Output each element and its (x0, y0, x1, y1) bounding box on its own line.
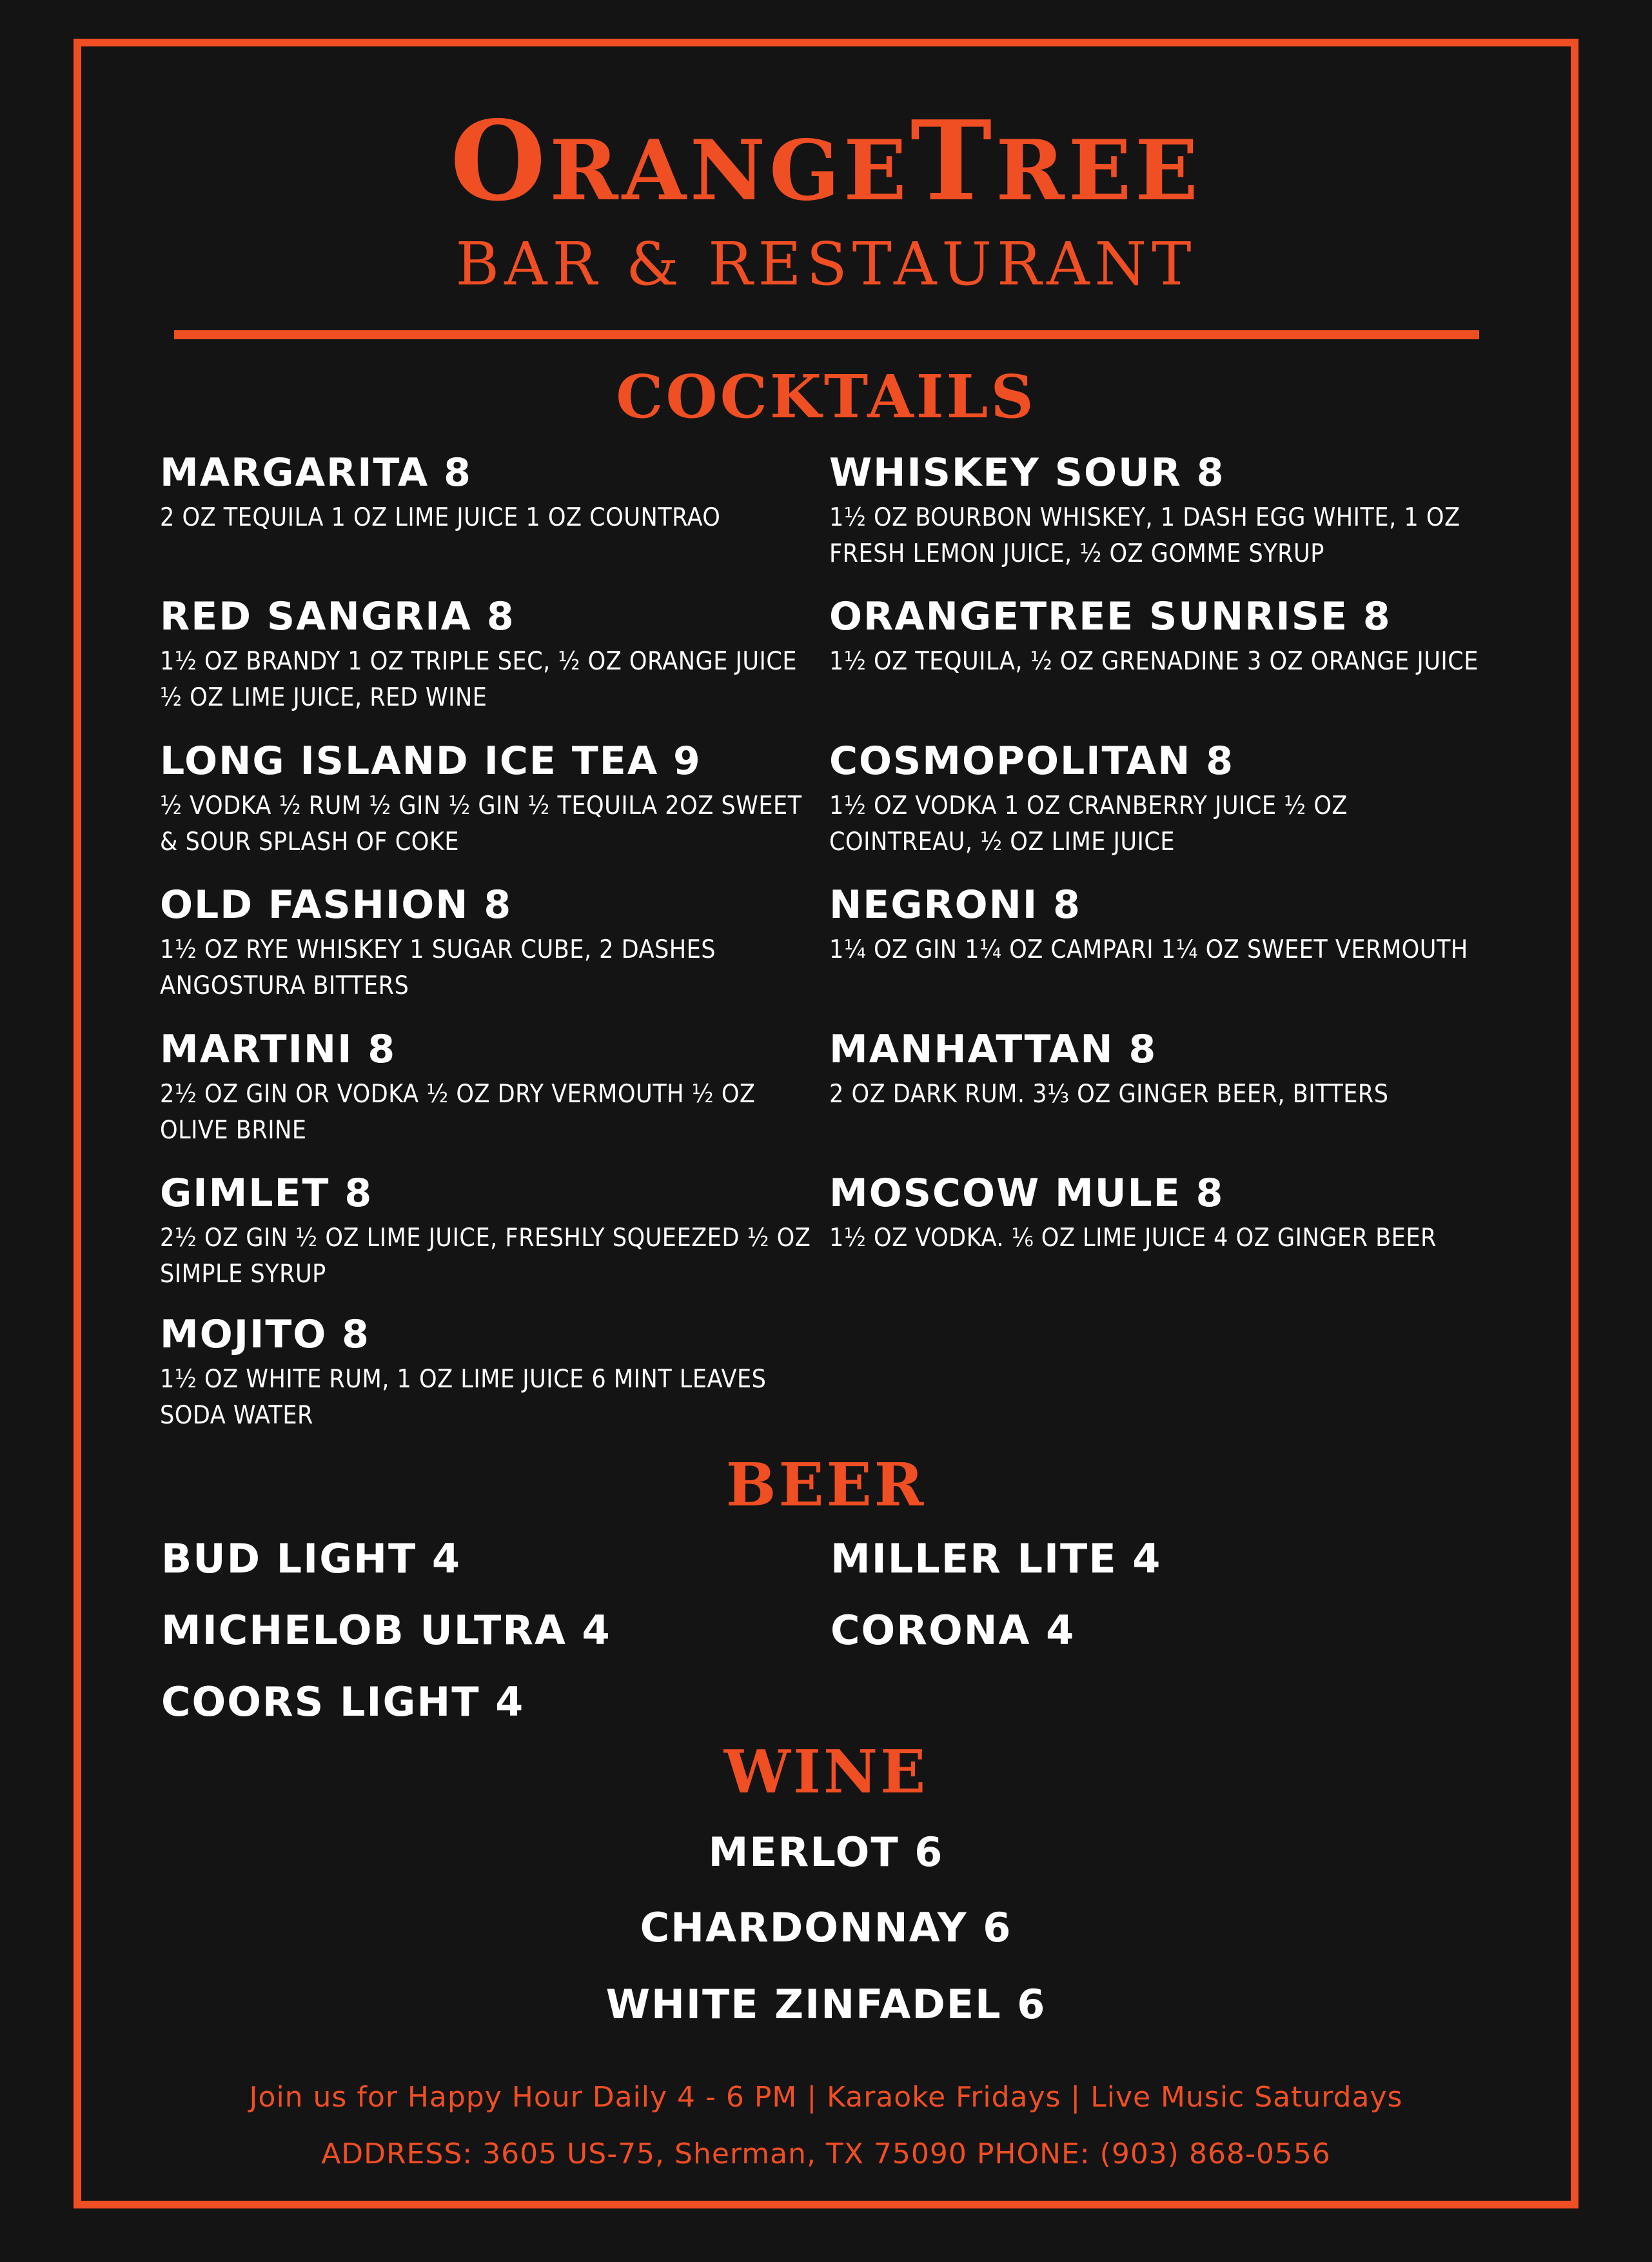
cocktail-item (829, 1026, 1480, 1113)
cocktail-item (160, 738, 811, 860)
cocktails-heading: COCKTAILS (616, 362, 1036, 432)
beer-item: MICHELOB ULTRA 4 (161, 1607, 611, 1654)
cocktail-description: 2½ OZ GIN ½ OZ LIME JUICE, FRESHLY SQUEEZED ½ OZ SIMPLE SYRUP (160, 1224, 811, 1289)
cocktail-description: 2 OZ DARK RUM. 3⅓ OZ GINGER BEER, BITTERS (829, 1080, 1389, 1109)
cocktail-name: MOSCOW MULE 8 (829, 1171, 1224, 1216)
beer-item: COORS LIGHT 4 (161, 1678, 525, 1725)
cocktail-name: MOJITO 8 (160, 1312, 370, 1357)
beer-item: CORONA 4 (831, 1607, 1076, 1654)
cocktail-item (829, 882, 1480, 968)
wine-item: MERLOT 6 (708, 1829, 944, 1876)
header-divider (174, 330, 1479, 339)
beer-item: MILLER LITE 4 (831, 1535, 1162, 1582)
cocktail-name: GIMLET 8 (160, 1171, 373, 1216)
beer-heading: BEER (725, 1450, 927, 1520)
cocktail-description: ½ VODKA ½ RUM ½ GIN ½ GIN ½ TEQUILA 2OZ SWEET & SOUR SPLASH OF COKE (160, 791, 802, 857)
address-phone-info: ADDRESS: 3605 US-75, Sherman, TX 75090 PHONE: (903) 868-0556 (321, 2138, 1331, 2170)
happy-hour-info: Join us for Happy Hour Daily 4 - 6 PM | Karaoke Fridays | Live Music Saturdays (249, 2081, 1403, 2114)
cocktail-description: 1½ OZ WHITE RUM, 1 OZ LIME JUICE 6 MINT LEAVES SODA WATER (160, 1365, 767, 1430)
cocktail-name: RED SANGRIA 8 (160, 594, 515, 639)
cocktail-description: 2½ OZ GIN OR VODKA ½ OZ DRY VERMOUTH ½ OZ OLIVE BRINE (160, 1080, 756, 1145)
brand-range: RANGE (549, 123, 910, 219)
brand-ree: REE (996, 123, 1202, 219)
cocktail-name: WHISKEY SOUR 8 (829, 450, 1225, 495)
cocktail-name: COSMOPOLITAN 8 (829, 739, 1235, 784)
cocktail-item (829, 593, 1480, 680)
brand-logo-text (0, 97, 1652, 226)
wine-item: WHITE ZINFADEL 6 (605, 1981, 1047, 2028)
cocktail-item (160, 1026, 811, 1149)
cocktail-name: LONG ISLAND ICE TEA 9 (160, 739, 702, 784)
cocktail-name: ORANGETREE SUNRISE 8 (829, 594, 1391, 639)
cocktail-description: 1½ OZ VODKA. ⅙ OZ LIME JUICE 4 OZ GINGER BEER (829, 1224, 1437, 1253)
beer-item: BUD LIGHT 4 (161, 1535, 462, 1582)
brand-subtitle: BAR & RESTAURANT (455, 230, 1197, 299)
cocktail-item (160, 593, 811, 716)
cocktail-item (829, 450, 1480, 572)
cocktail-description: 2 OZ TEQUILA 1 OZ LIME JUICE 1 OZ COUNTRAO (160, 503, 721, 532)
cocktail-item (160, 882, 811, 1004)
brand-letter-t: T (910, 97, 996, 226)
cocktail-item (160, 450, 811, 536)
cocktail-name: MARTINI 8 (160, 1027, 397, 1072)
cocktail-item (829, 738, 1480, 860)
cocktail-description: 1½ OZ BOURBON WHISKEY, 1 DASH EGG WHITE, 1 OZ FRESH LEMON JUICE, ½ OZ GOMME SYRUP (829, 503, 1460, 568)
brand-letter-o: O (450, 97, 550, 226)
cocktail-item (160, 1170, 811, 1293)
cocktail-description: 1½ OZ RYE WHISKEY 1 SUGAR CUBE, 2 DASHES ANGOSTURA BITTERS (160, 935, 716, 1000)
cocktail-description: 1½ OZ BRANDY 1 OZ TRIPLE SEC, ½ OZ ORANGE JUICE ½ OZ LIME JUICE, RED WINE (160, 647, 798, 712)
cocktail-description: 1½ OZ TEQUILA, ½ OZ GRENADINE 3 OZ ORANGE JUICE (829, 647, 1479, 676)
cocktail-description: 1¼ OZ GIN 1¼ OZ CAMPARI 1¼ OZ SWEET VERMOUTH (829, 935, 1468, 964)
cocktail-name: OLD FASHION 8 (160, 882, 513, 928)
cocktail-name: NEGRONI 8 (829, 882, 1081, 928)
cocktail-item (829, 1170, 1480, 1256)
wine-heading: WINE (723, 1737, 929, 1807)
cocktail-item (160, 1311, 811, 1434)
cocktail-description: 1½ OZ VODKA 1 OZ CRANBERRY JUICE ½ OZ COINTREAU, ½ OZ LIME JUICE (829, 791, 1348, 857)
wine-item: CHARDONNAY 6 (640, 1904, 1012, 1951)
cocktail-name: MARGARITA 8 (160, 450, 472, 495)
cocktail-name: MANHATTAN 8 (829, 1027, 1157, 1072)
